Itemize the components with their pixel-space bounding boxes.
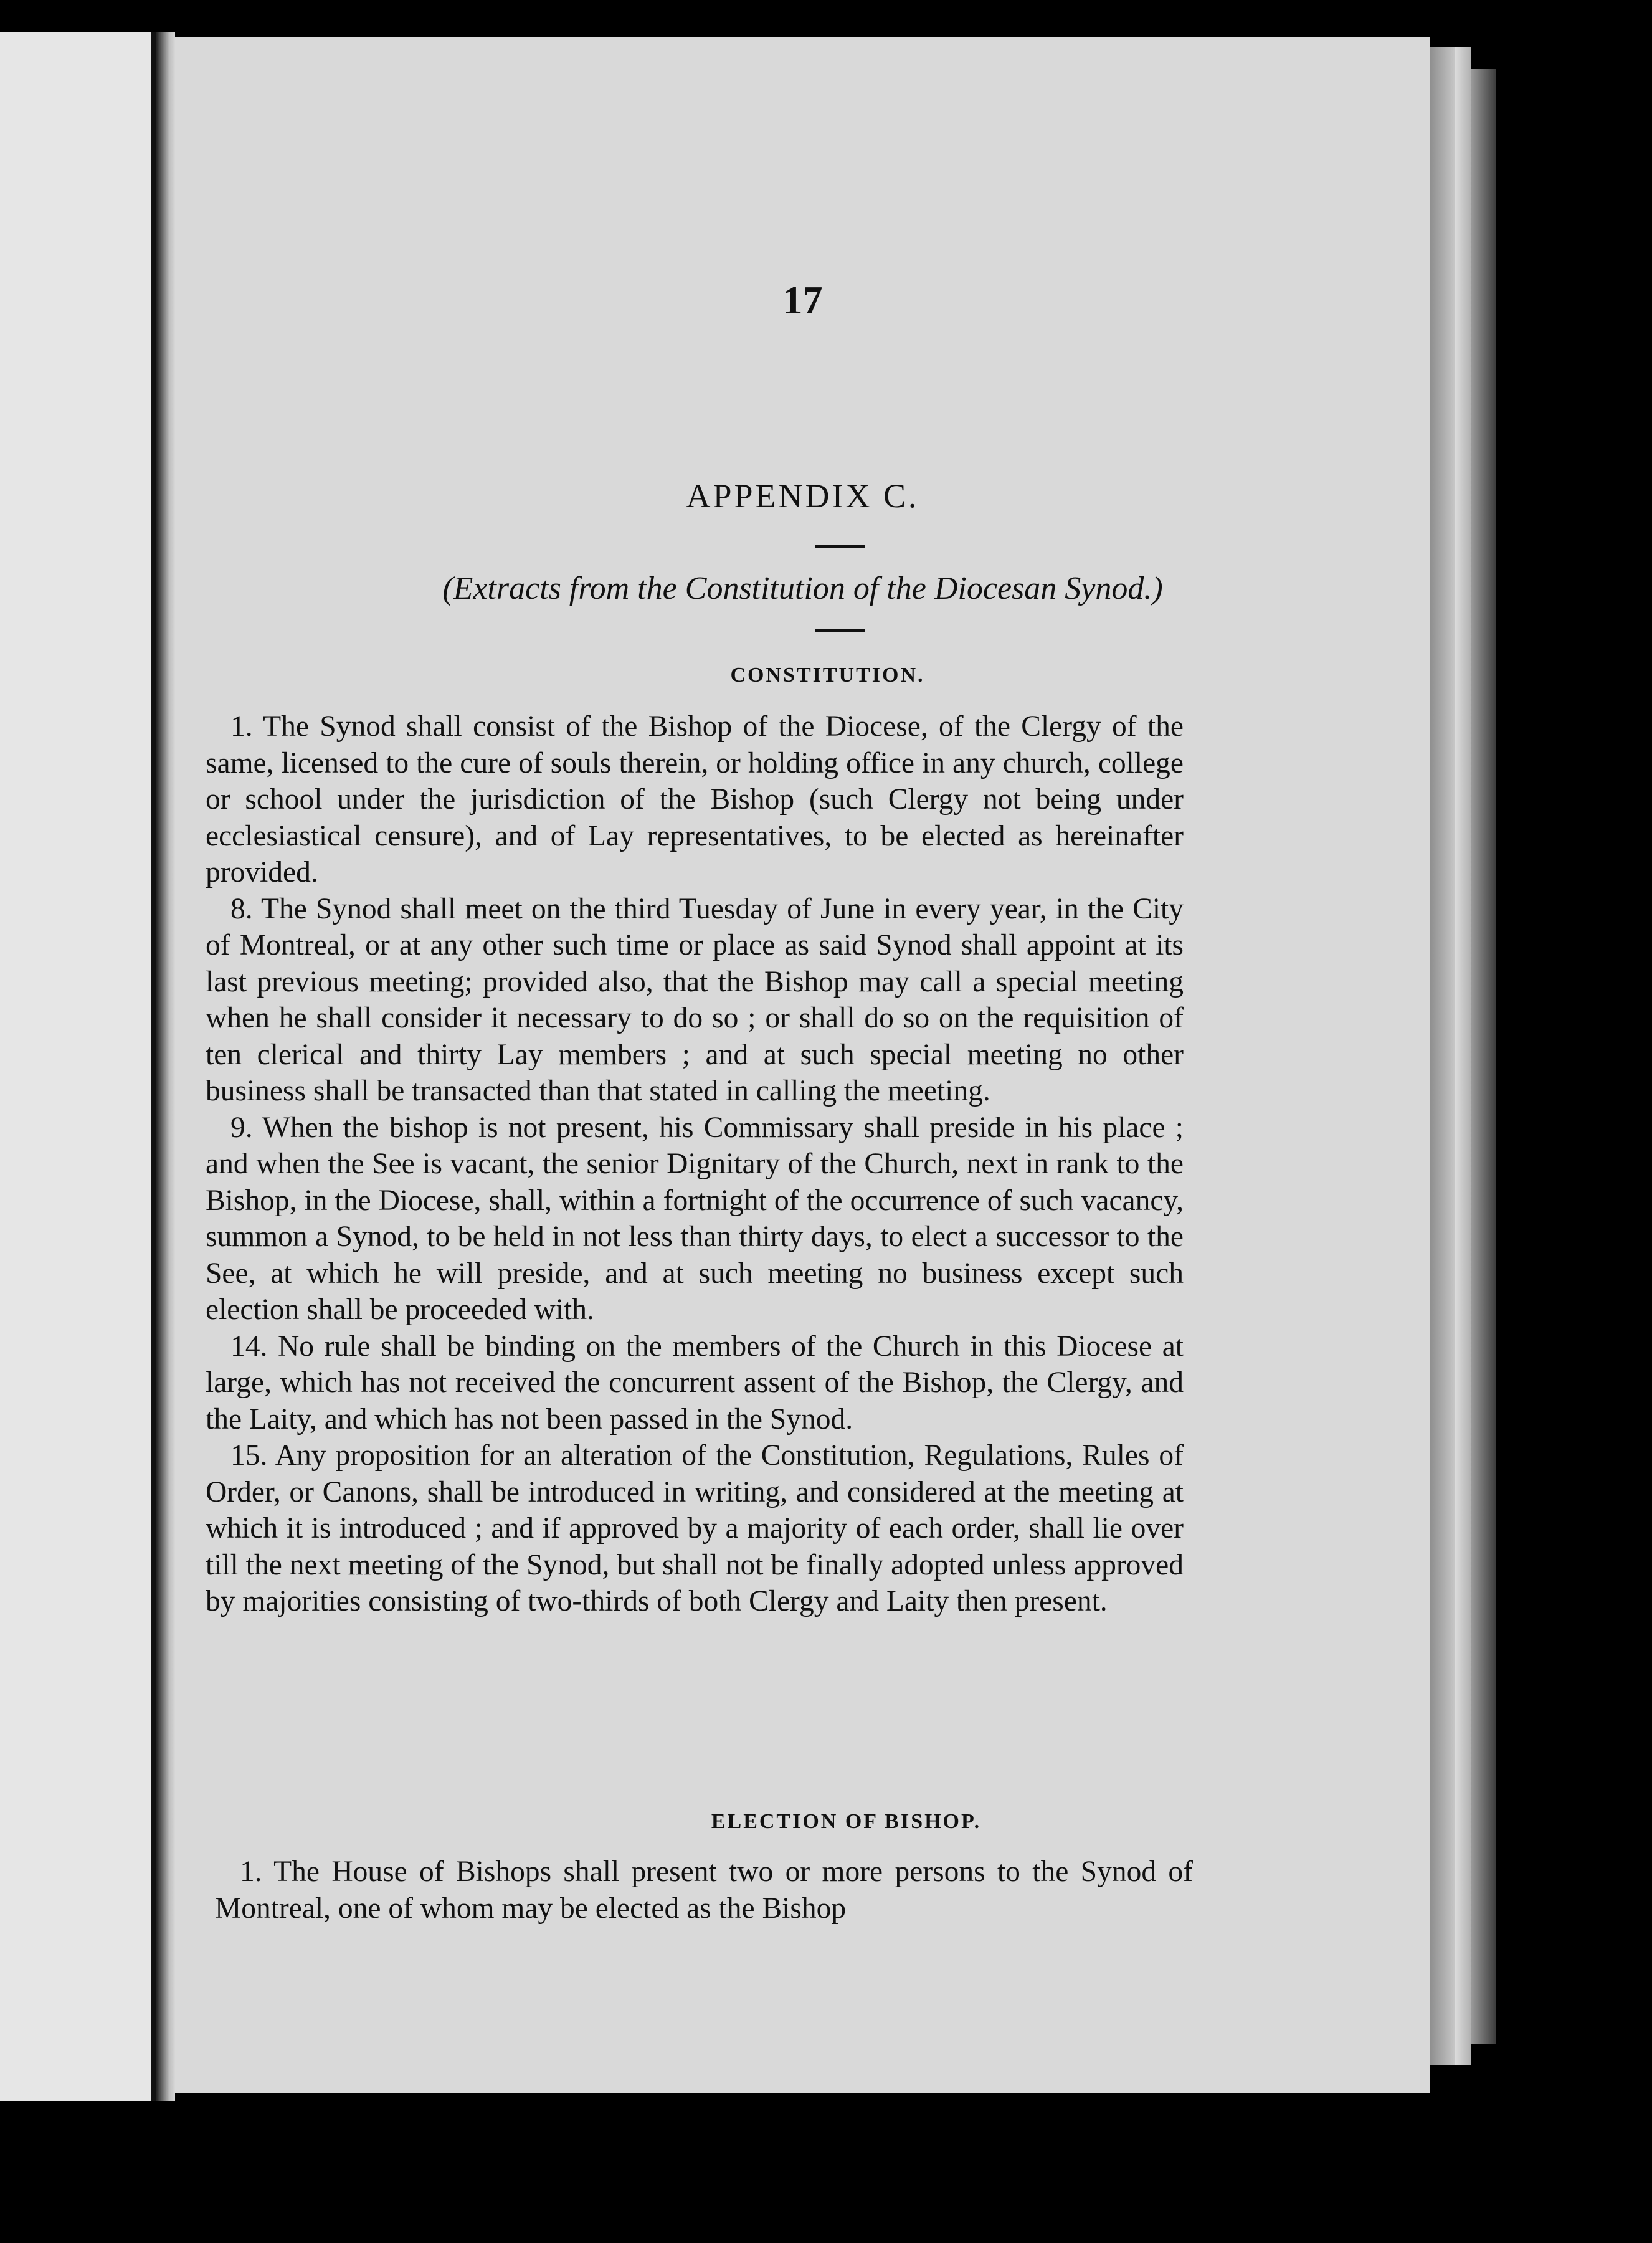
page-edge bbox=[1430, 47, 1455, 2065]
facing-page-edge bbox=[0, 32, 156, 2101]
document-page bbox=[175, 37, 1430, 2093]
paragraph: 9. When the bishop is not present, his Commissary shall preside in his place ; and when the See is vacant, the senior Dignitary of the Church, next in rank to the Bishop, in the Diocese, shall, within a fortnight of the occurrence of such vacancy, summon a Synod, to be held in not less than thirty days, to elect a successor to the See, at which he will preside, and at such meeting no business except such election shall be proceeded with. bbox=[206, 1111, 1184, 1326]
election-text bbox=[215, 1854, 1193, 1926]
page-edge bbox=[1455, 47, 1471, 2065]
page-number: 17 bbox=[782, 278, 823, 322]
title-divider bbox=[815, 545, 865, 548]
section-heading-constitution: CONSTITUTION. bbox=[730, 664, 925, 687]
subtitle-divider bbox=[815, 629, 865, 632]
appendix-title: APPENDIX C. bbox=[686, 477, 919, 515]
paragraph: 14. No rule shall be binding on the members of the Church in this Diocese at large, which has not received the concurrent assent of the Bishop, the Clergy, and the Laity, and which has not been passed in the Synod. bbox=[206, 1330, 1184, 1436]
section-heading-election: ELECTION OF BISHOP. bbox=[711, 1810, 982, 1833]
paragraph: 1. The House of Bishops shall present two or more persons to the Synod of Montreal, one of whom may be elected as the Bishop bbox=[215, 1855, 1193, 1925]
constitution-text bbox=[206, 708, 1184, 1620]
paragraph: 1. The Synod shall consist of the Bishop of the Diocese, of the Clergy of the same, licensed to the cure of souls therein, or holding office in any church, college or school under the jurisdiction of the Bishop (such Clergy not being under ecclesiastical censure), and of Lay representatives, to be elected as hereinafter provided. bbox=[206, 710, 1184, 888]
appendix-subtitle: (Extracts from the Constitution of the Diocesan Synod.) bbox=[442, 571, 1163, 606]
paragraph: 15. Any proposition for an alteration of the Constitution, Regulations, Rules of Order, or Canons, shall be introduced in writing, and considered at the meeting at which it is introduced ; and if approved by a majority of each order, shall lie over till the next meeting of the Synod, but shall not be finally adopted unless approved by majorities consisting of two-thirds of both Clergy and Laity then present. bbox=[206, 1439, 1184, 1617]
page-edge bbox=[1471, 69, 1496, 2044]
paragraph: 8. The Synod shall meet on the third Tuesday of June in every year, in the City of Montreal, or at any other such time or place as said Synod shall appoint at its last previous meeting; provided also, that the Bishop may call a special meeting when he shall consider it necessary to do so ; or shall do so on the requisition of ten clerical and thirty Lay members ; and at such special meeting no other business shall be transacted than that stated in calling the meeting. bbox=[206, 892, 1184, 1107]
book-binding bbox=[156, 32, 175, 2101]
